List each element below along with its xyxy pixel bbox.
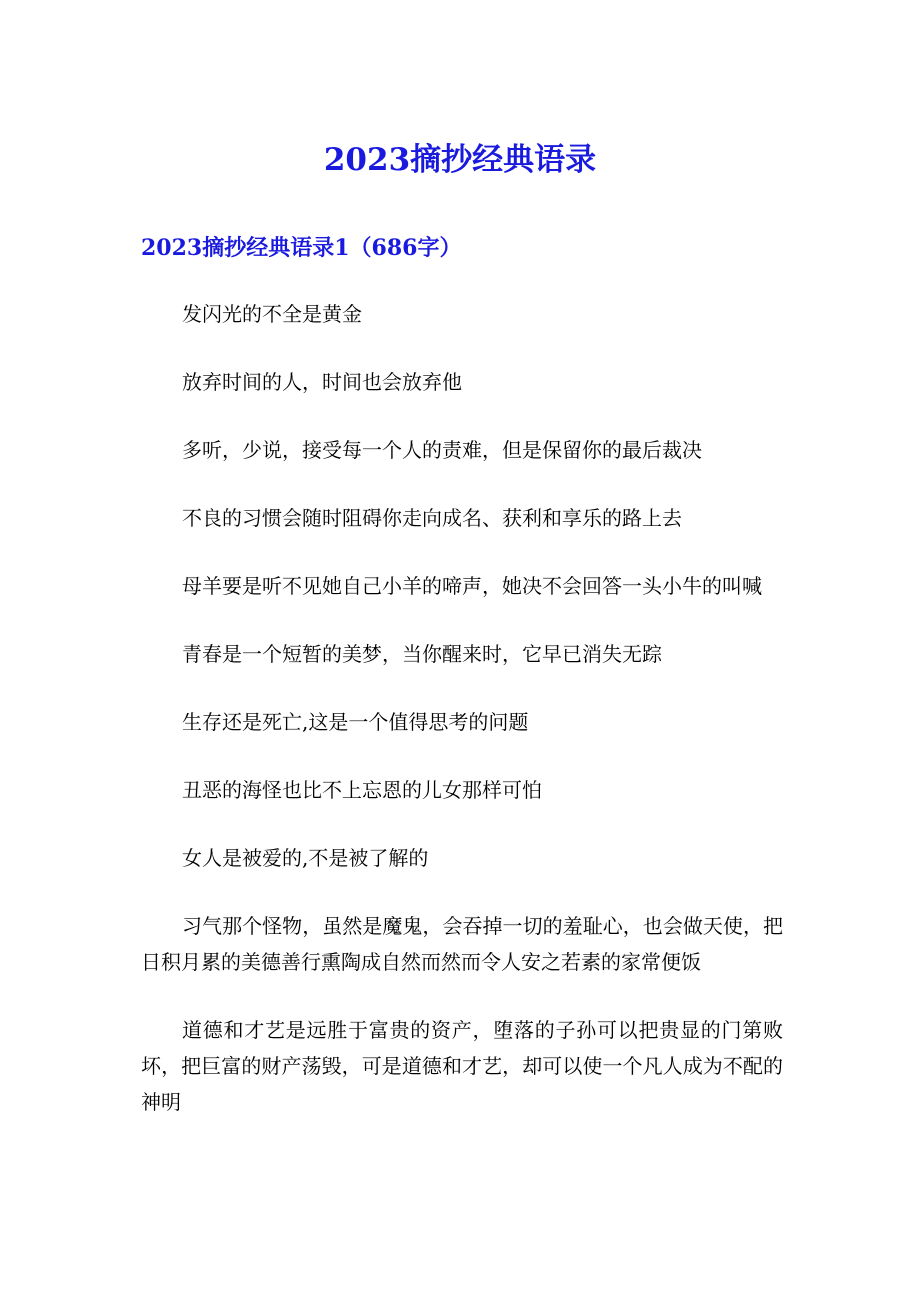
paragraph: 母羊要是听不见她自己小羊的啼声，她决不会回答一头小牛的叫喊 [182,574,762,598]
paragraph: 女人是被爱的,不是被了解的 [182,846,429,870]
paragraph: 生存还是死亡,这是一个值得思考的问题 [182,710,529,734]
paragraph: 道德和才艺是远胜于富贵的资产，堕落的子孙可以把贵显的门第败坏，把巨富的财产荡毁，可是道德和才艺，却可以使一个凡人成为不配的神明 [141,1018,783,1114]
section-heading: 2023摘抄经典语录1（686字） [141,235,462,261]
body-text [141,296,783,1152]
paragraph: 丑恶的海怪也比不上忘恩的儿女那样可怕 [182,778,542,802]
paragraph: 习气那个怪物，虽然是魔鬼，会吞掉一切的羞耻心，也会做天使，把日积月累的美德善行熏陶成自然而然而令人安之若素的家常便饭 [141,914,783,974]
paragraph: 放弃时间的人，时间也会放弃他 [182,370,462,394]
paragraph: 多听，少说，接受每一个人的责难，但是保留你的最后裁决 [182,438,702,462]
paragraph: 不良的习惯会随时阻碍你走向成名、获利和享乐的路上去 [182,506,682,530]
document-title: 2023摘抄经典语录 [323,142,597,178]
paragraph: 青春是一个短暂的美梦，当你醒来时，它早已消失无踪 [182,642,662,666]
paragraph: 发闪光的不全是黄金 [182,302,362,326]
